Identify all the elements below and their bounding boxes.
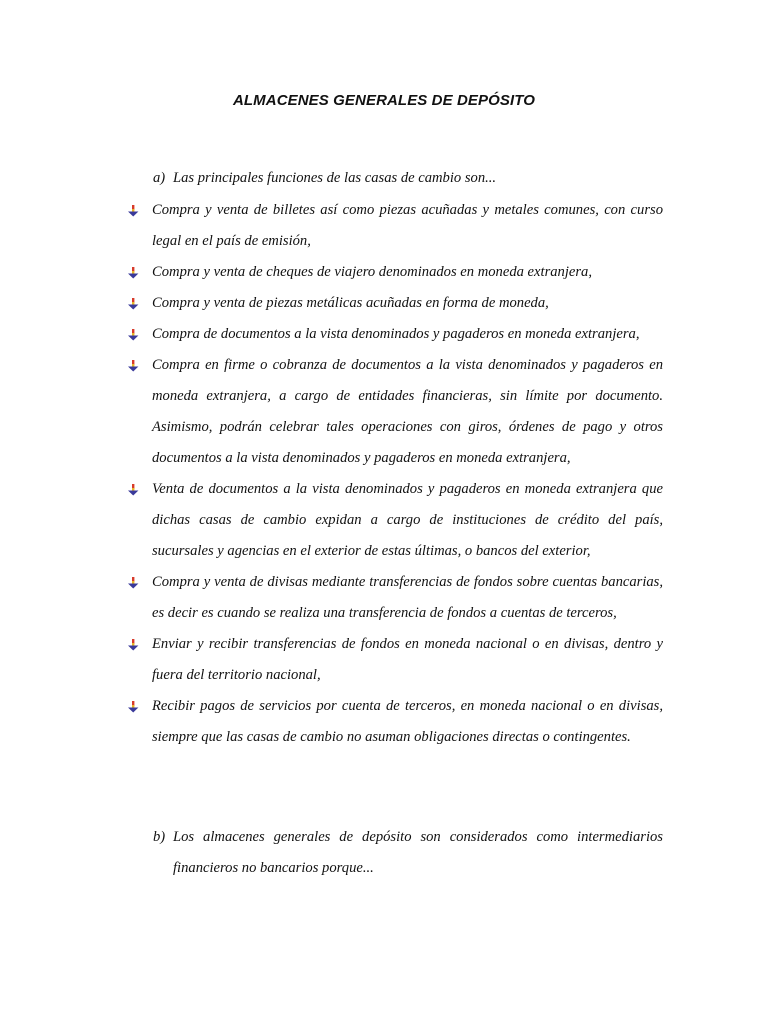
arrow-bullet-icon xyxy=(128,484,140,496)
list-item-text: Compra y venta de billetes así como piezas acuñadas y metales comunes, con curso legal en el país de emisión, xyxy=(152,202,663,249)
section-a xyxy=(153,163,663,194)
arrow-bullet-icon xyxy=(128,360,140,372)
arrow-bullet-icon xyxy=(128,329,140,341)
list-item xyxy=(128,319,663,350)
list-item xyxy=(128,257,663,288)
list-item xyxy=(128,567,663,629)
list-item xyxy=(128,474,663,567)
list-item xyxy=(128,691,663,753)
list-item-text: Compra de documentos a la vista denominados y pagaderos en moneda extranjera, xyxy=(152,326,640,342)
arrow-bullet-icon xyxy=(128,701,140,713)
section-b-text-line2: financieros no bancarios porque... xyxy=(173,860,374,876)
list-item-text: Compra y venta de piezas metálicas acuñadas en forma de moneda, xyxy=(152,295,549,311)
arrow-bullet-icon xyxy=(128,298,140,310)
list-item xyxy=(128,629,663,691)
list-item xyxy=(128,350,663,474)
list-item-text: Compra y venta de cheques de viajero denominados en moneda extranjera, xyxy=(152,264,592,280)
section-b-line1 xyxy=(153,822,663,853)
list-item-text: Compra y venta de divisas mediante transferencias de fondos sobre cuentas bancarias, es decir es cuando se realiza una transferencia de fondos a cuentas de terceros, xyxy=(152,574,663,621)
arrow-bullet-icon xyxy=(128,267,140,279)
list-item-text: Recibir pagos de servicios por cuenta de terceros, en moneda nacional o en divisas, siempre que las casas de cambio no asuman obligaciones directas o contingentes. xyxy=(152,698,663,745)
document-title: ALMACENES GENERALES DE DEPÓSITO xyxy=(232,92,536,109)
list-item xyxy=(128,288,663,319)
section-a-letter: a) xyxy=(153,170,166,186)
list-item-text: Compra en firme o cobranza de documentos a la vista denominados y pagaderos en moneda extranjera, a cargo de entidades financieras, sin límite por documento. Asimismo, podrán celebrar tales operaciones con giros, órdenes de pago y otros documentos a la vista denominados y pagaderos en moneda extranjera, xyxy=(152,357,663,466)
section-b-letter: b) xyxy=(153,829,166,845)
bullet-list xyxy=(128,195,663,753)
arrow-bullet-icon xyxy=(128,639,140,651)
list-item-text: Enviar y recibir transferencias de fondos en moneda nacional o en divisas, dentro y fuera del territorio nacional, xyxy=(152,636,663,683)
list-item-text: Venta de documentos a la vista denominados y pagaderos en moneda extranjera que dichas casas de cambio expidan a cargo de instituciones de crédito del país, sucursales y agencias en el exterior de estas últimas, o bancos del exterior, xyxy=(152,481,663,559)
list-item xyxy=(128,195,663,257)
arrow-bullet-icon xyxy=(128,577,140,589)
arrow-bullet-icon xyxy=(128,205,140,217)
section-b-text-line1: Los almacenes generales de depósito son considerados como intermediarios xyxy=(173,829,663,845)
section-a-text: Las principales funciones de las casas de cambio son... xyxy=(173,170,497,186)
section-b xyxy=(153,822,663,884)
